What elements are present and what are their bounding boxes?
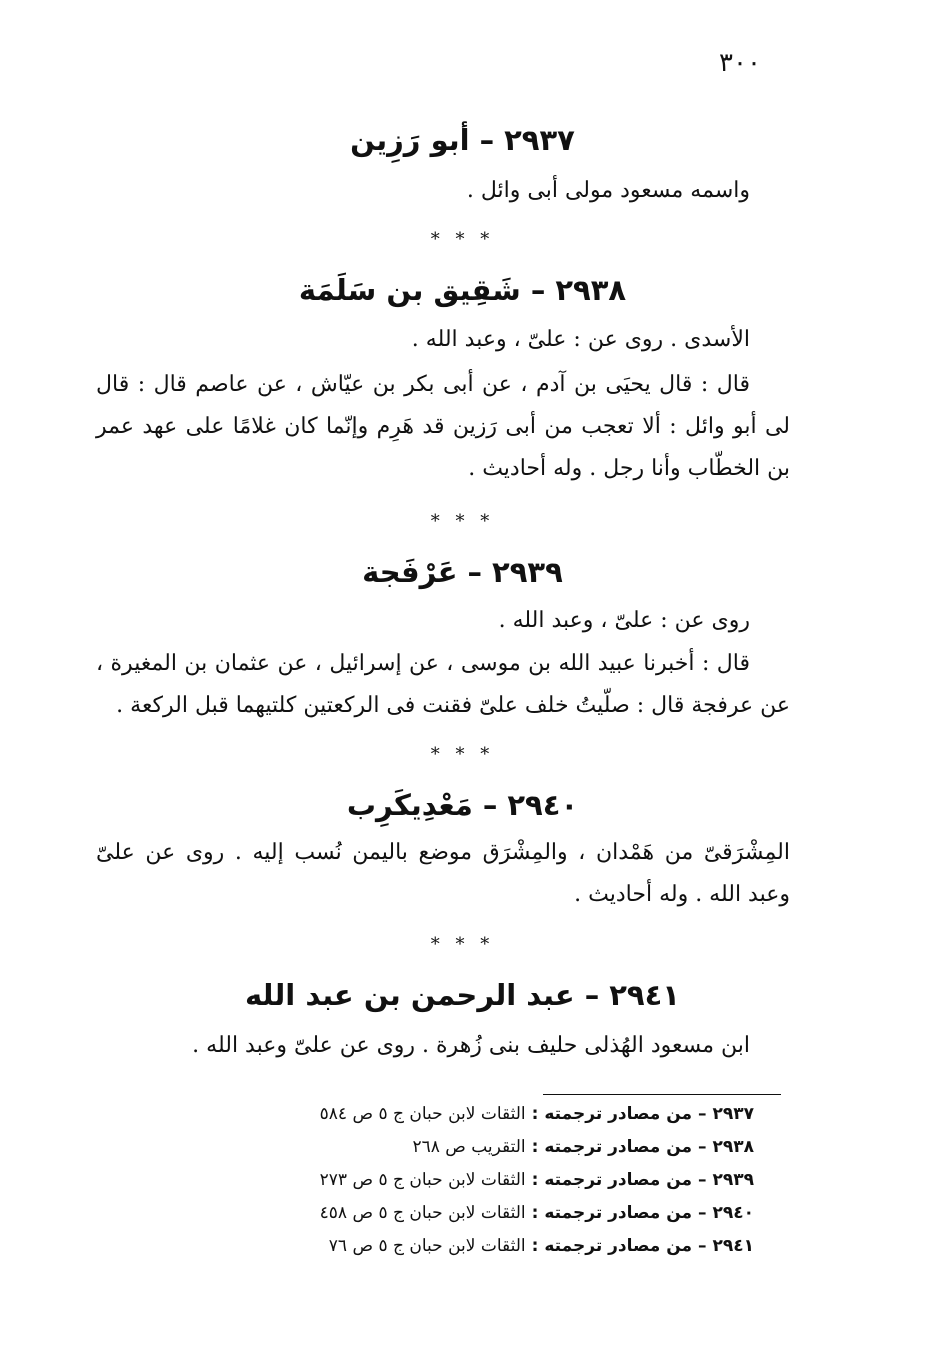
footnote-label: – من مصادر ترجمته : [531,1170,707,1190]
footnote-source: الثقات لابن حبان ج ٥ ص ٢٧٣ [319,1170,526,1190]
footnote-source: الثقات لابن حبان ج ٥ ص ٤٥٨ [319,1203,526,1223]
entry-name: عبد الرحمن بن عبد الله [244,978,575,1012]
entry-name: شَقِيق بن سَلَمَة [298,273,521,307]
entry-paragraph: روى عن : علىّ ، وعبد الله . [498,608,750,633]
entry-name: مَعْدِيكَرِب [346,788,473,822]
entry-number: ٢٩٤١ [609,978,681,1012]
entry-dash: – [584,978,600,1012]
entry-heading [0,120,925,160]
entry-paragraph: قال : قال يحيَى بن آدم ، عن أبى بكر بن عيّاش ، عن عاصم قال : قال لى أبو وائل : ألا تعجب من أبى رَزين قد هَرِم وإنّما كان غلامًا على عهد عمر بن الخطّاب وأنا رجل . وله أحاديث . [96,372,790,481]
section-separator: * * * [430,511,495,532]
entry-paragraph: المِشْرَقىّ من هَمْدان ، والمِشْرَق موضع باليمن نُسب إليه . روى عن علىّ وعبد الله . وله أحاديث . [96,840,790,907]
footnote-label: – من مصادر ترجمته : [531,1137,707,1157]
footnote-source: الثقات لابن حبان ج ٥ ص ٧٦ [328,1236,526,1256]
footnote [200,1098,754,1131]
entry-paragraph: قال : أخبرنا عبيد الله بن موسى ، عن إسرائيل ، عن عثمان بن المغيرة ، عن عرفجة قال : صلّيتُ خلف علىّ فقنت فى الركعتين كلتيهما قبل الركعة . [96,651,790,718]
entry-number: ٢٩٤٠ [507,788,579,822]
footnote-source: الثقات لابن حبان ج ٥ ص ٥٨٤ [319,1104,526,1124]
section-separator: * * * [430,744,495,765]
footnote-number: ٢٩٤٠ [712,1203,754,1223]
footnote-number: ٢٩٤١ [712,1236,754,1256]
entry-number: ٢٩٣٨ [555,273,627,307]
entry-paragraph: الأسدى . روى عن : علىّ ، وعبد الله . [411,327,750,352]
footnote-number: ٢٩٣٨ [712,1137,754,1157]
entry-number: ٢٩٣٧ [504,123,575,157]
entry-paragraph: واسمه مسعود مولى أبى وائل . [466,178,750,203]
footnote [200,1131,754,1164]
footnote-number: ٢٩٣٩ [712,1170,754,1190]
entry-heading [0,785,925,825]
footnote-rule [543,1094,781,1095]
entry-dash: – [479,123,495,157]
footnote [200,1197,754,1230]
entry-dash: – [530,273,546,307]
entry-name: عَرْفَجة [362,555,458,589]
footnotes [200,1098,754,1263]
entry-heading [0,975,925,1015]
entry-paragraph: ابن مسعود الهُذلى حليف بنى زُهرة . روى عن علىّ وعبد الله . [192,1033,750,1058]
footnote [200,1230,754,1263]
entry-dash: – [467,555,482,589]
section-separator: * * * [430,229,495,250]
entry-name: أبو رَزِين [350,123,470,157]
entry-dash: – [482,788,498,822]
entry-heading [0,552,925,592]
footnote-label: – من مصادر ترجمته : [531,1104,707,1124]
page-number: ٣٠٠ [719,48,761,78]
footnote-source: التقريب ص ٢٦٨ [412,1137,526,1157]
section-separator: * * * [430,934,495,955]
entry-number: ٢٩٣٩ [492,555,563,589]
entry-heading [0,270,925,310]
footnote [200,1164,754,1197]
footnote-label: – من مصادر ترجمته : [531,1236,707,1256]
footnote-label: – من مصادر ترجمته : [531,1203,707,1223]
footnote-number: ٢٩٣٧ [712,1104,754,1124]
